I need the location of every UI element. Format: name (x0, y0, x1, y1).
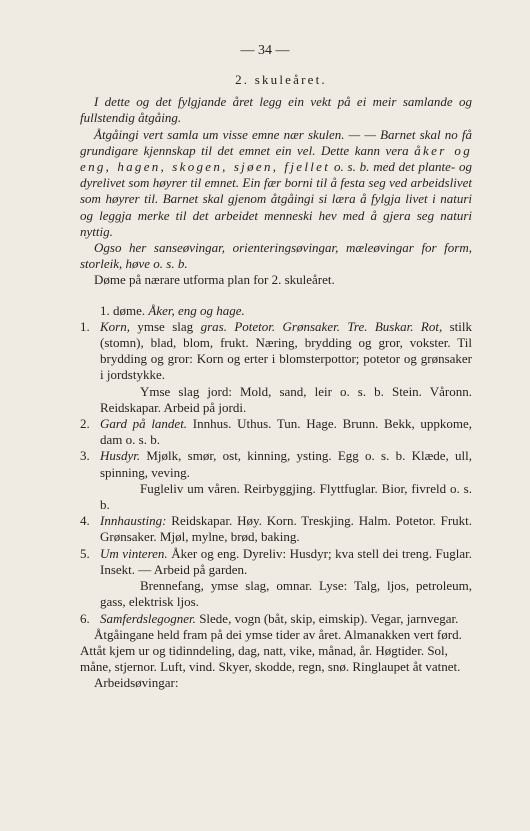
item-title: Samferdslegogner. (100, 610, 196, 626)
section-heading: 2. skuleåret. (235, 72, 327, 87)
list-item (80, 448, 472, 480)
item-extra: Brennefang, ymse slag, omnar. Lyse: Talg, ljos, petroleum, gass, elektrisk ljos. (100, 578, 472, 610)
closing-paragraph: Åtgåingane held fram på dei ymse tider av året. Almanakken vert førd. Attåt kjem ur og tidinndeling, dag, natt, vike, månad, år. Høgtider. Sol, måne, stjernor. Luft, vind. Skyer, skodde, regn, snø. Ringlaupet åt vatnet. (80, 626, 462, 675)
item-title: Gard på landet. (100, 416, 188, 432)
item-number: 2. (80, 416, 90, 432)
intro-paragraph-2 (80, 127, 472, 240)
list-item (80, 546, 472, 578)
item-text: Åker og eng. Dyreliv: Husdyr; kva stell dei treng. Fuglar. Insekt. — Arbeid på garden. (100, 545, 472, 577)
item-number: 3. (80, 448, 90, 464)
example-subject: Åker, eng og hage. (148, 302, 245, 318)
item-title-2: gras. Potetor. Grønsaker. Tre. Buskar. Rot, (200, 318, 443, 334)
page-number: — 34 — (240, 43, 290, 58)
item-number: 5. (80, 545, 90, 561)
page-body (80, 72, 472, 692)
item-text: ymse slag (137, 318, 194, 334)
item-title: Innhausting: (100, 513, 167, 529)
list-item (80, 416, 472, 448)
intro-paragraph-1: I dette og det fylgjande året legg ein vekt på ei meir samlande og fullstendig åtgåing. (80, 94, 472, 126)
list-item (80, 319, 472, 384)
item-number: 6. (80, 610, 90, 626)
item-title: Korn, (100, 318, 130, 334)
example-title (80, 303, 472, 319)
item-title: Um vinteren. (100, 545, 168, 561)
intro-paragraph-3: Ogso her sanseøvingar, orienteringsøvingar, mæleøvingar for form, storleik, høve o. s. b. (80, 240, 472, 272)
closing-label: Arbeidsøvingar: (94, 675, 179, 691)
item-extra: Fugleliv um våren. Reirbyggjing. Flyttfuglar. Bior, fivreld o. s. b. (100, 480, 472, 513)
item-number: 4. (80, 513, 90, 529)
intro-paragraph-4: Døme på nærare utforma plan for 2. skuleåret. (94, 272, 335, 288)
item-text: Reidskapar. Høy. Korn. Treskjing. Halm. Potetor. Frukt. Grønsaker. Mjøl, mylne, brød, baking. (100, 513, 473, 545)
intro-spaced-terms: åker og eng, hagen, skogen, sjøen, fjellet (80, 142, 473, 175)
item-text-2: stilk (stomn), blad, blom, frukt. Næring, brydding og gror, vokster. Til brydding og gror: Korn og erter i blomsterpottor; potetor og grønsaker i jordstykke. (100, 318, 473, 383)
intro-text-a: Åtgåingi vert samla um visse emne nær skulen. — — Barnet skal no få grundigare kjennskap til det emnet ein vel. Dette kann vera (80, 126, 472, 158)
item-text: Mjølk, smør, ost, kinning, ysting. Egg o. s. b. Klæde, ull, spinning, veving. (100, 448, 473, 480)
item-text: Innhus. Uthus. Tun. Hage. Brunn. Bekk, uppkome, dam o. s. b. (100, 416, 472, 448)
item-extra: Ymse slag jord: Mold, sand, leir o. s. b. Stein. Våronn. Reidskapar. Arbeid på jordi. (100, 383, 472, 415)
list-item (80, 513, 472, 545)
list-item (80, 611, 472, 627)
intro-text-b: o. s. b. med det plante- og dyrelivet som høyrer til emnet. Ein fær borni til å festa seg ved arbeidslivet som høyrer til. Barnet skal gjenom åtgåingi si læra å fylgja livet i naturi og leggja merke til det arbeidet menneski hev med å gjera seg naturi nyttig. (80, 159, 472, 239)
example-label: 1. døme. (100, 302, 146, 318)
item-text: Slede, vogn (båt, skip, eimskip). Vegar, jarnvegar. (199, 610, 459, 626)
item-number: 1. (80, 318, 90, 334)
item-title: Husdyr. (100, 448, 141, 464)
